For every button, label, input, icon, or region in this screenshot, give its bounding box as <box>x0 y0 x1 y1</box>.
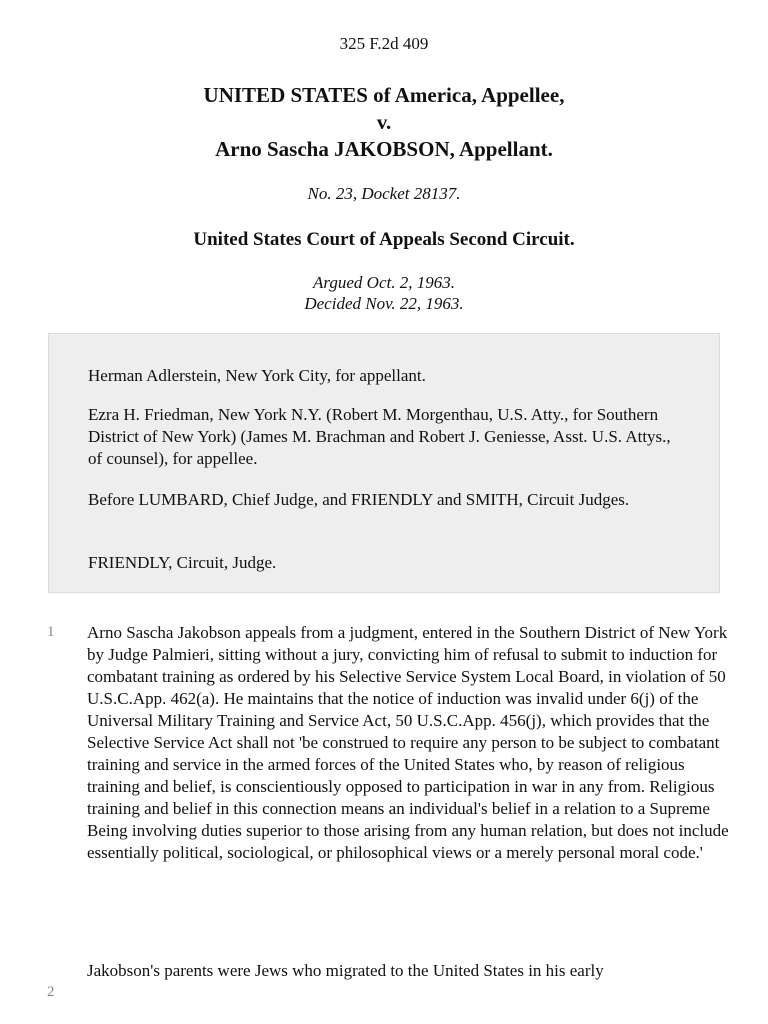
counsel-box <box>48 333 720 593</box>
bench-judges: Before LUMBARD, Chief Judge, and FRIENDLY and SMITH, Circuit Judges. <box>88 490 630 509</box>
case-title-versus: v. <box>376 110 392 134</box>
case-title-appellee: UNITED STATES of America, Appellee, <box>203 83 565 107</box>
paragraph-number: 1 <box>47 624 55 640</box>
paragraph-number: 2 <box>47 984 55 1000</box>
opinion-paragraph: Arno Sascha Jakobson appeals from a judgment, entered in the Southern District of New York by Judge Palmieri, sitting without a jury, convicting him of refusal to submit to induction for combatant training as ordered by his Selective Service System Local Board, in violation of 50 U.S.C.App. 462(a). He maintains that the notice of induction was invalid under 6(j) of the Universal Military Training and Service Act, 50 U.S.C.App. 456(j), which provides that the Selective Service Act shall not 'be construed to require any person to be subject to combatant training and service in the armed forces of the United States who, by reason of religious training and belief, is conscientiously opposed to participation in war in any from. Religious training and belief in this connection means an individual's belief in a relation to a Supreme Being involving duties superior to those arising from any human relation, but does not include essentially political, sociological, or philosophical views or a merely personal moral code.' <box>87 623 729 862</box>
case-citation: 325 F.2d 409 <box>339 34 429 53</box>
case-title <box>0 82 768 163</box>
counsel-appellant: Herman Adlerstein, New York City, for appellant. <box>88 366 426 385</box>
opinion-author: FRIENDLY, Circuit, Judge. <box>88 553 277 572</box>
case-dates <box>0 272 768 314</box>
opinion-paragraph: Jakobson's parents were Jews who migrated to the United States in his early <box>87 961 604 980</box>
argued-date: Argued Oct. 2, 1963. <box>313 273 455 292</box>
decided-date: Decided Nov. 22, 1963. <box>304 294 464 313</box>
court-name: United States Court of Appeals Second Circuit. <box>193 229 575 250</box>
counsel-appellee: Ezra H. Friedman, New York N.Y. (Robert M. Morgenthau, U.S. Atty., for Southern District of New York) (James M. Brachman and Robert J. Geniesse, Asst. U.S. Attys., of counsel), for appellee. <box>88 405 671 468</box>
case-title-appellant: Arno Sascha JAKOBSON, Appellant. <box>215 137 553 161</box>
docket-number: No. 23, Docket 28137. <box>307 184 461 203</box>
